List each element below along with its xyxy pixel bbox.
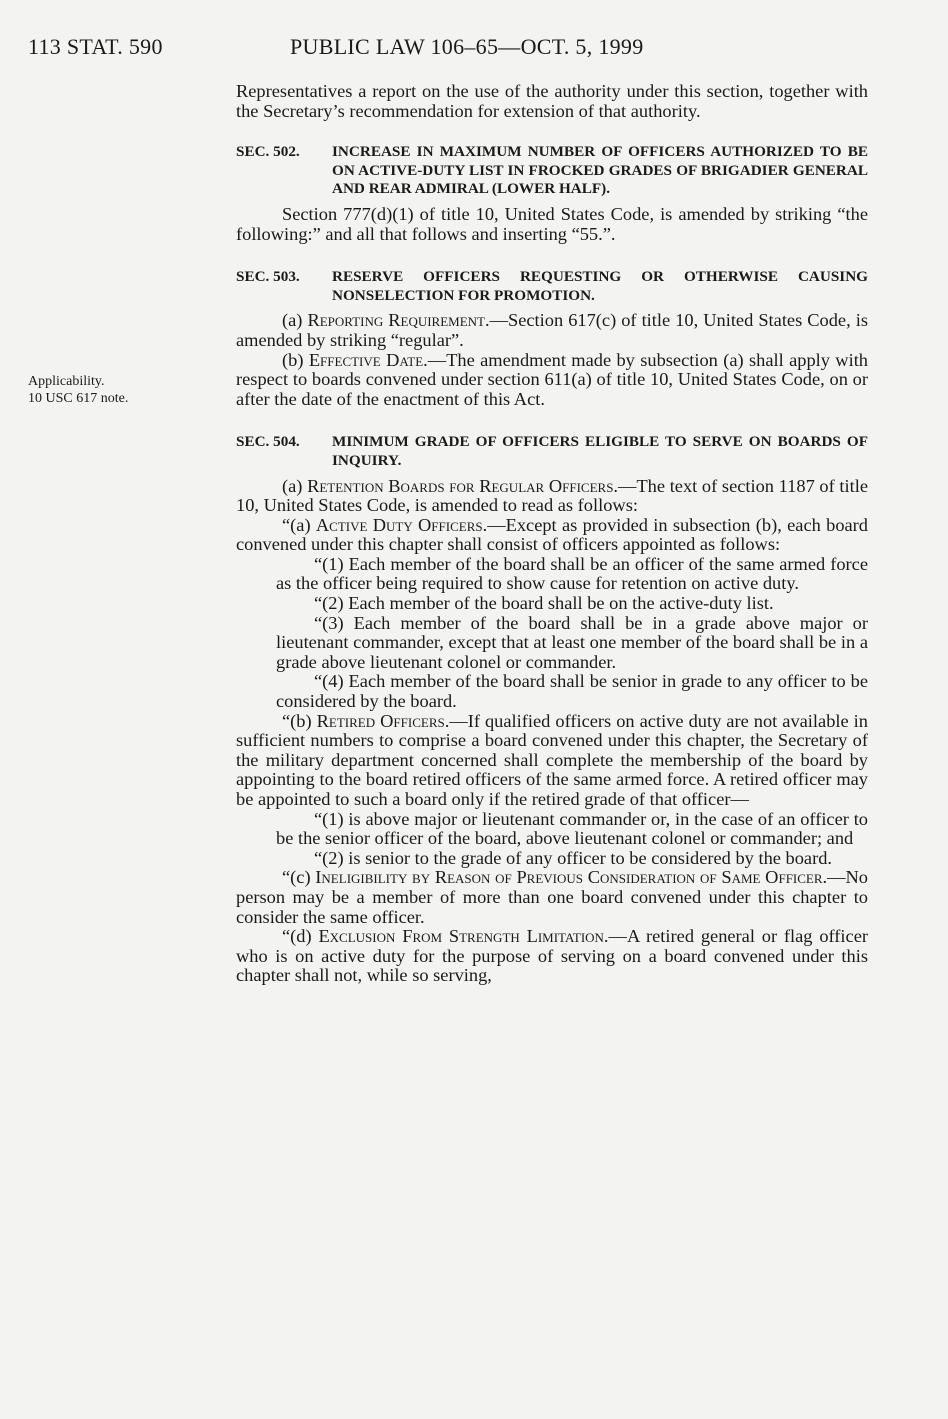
- section-503-heading: [236, 268, 868, 305]
- section-502-heading: [236, 143, 868, 199]
- quoted-subsection-a: “(a) Active Duty Officers.—Except as provided in subsection (b), each board convened under this chapter shall consist of officers appointed as follows:: [236, 514, 868, 555]
- margin-note-applicability: Applicability.: [28, 374, 105, 389]
- section-504-heading: [236, 433, 868, 470]
- subsection-caption: Reporting Requirement.: [307, 310, 490, 331]
- section-number: SEC. 503.: [236, 268, 300, 286]
- quoted-subsection-b: “(b) Retired Officers.—If qualified officers on active duty are not available in sufficient numbers to comprise a board convened under this chapter, the Secretary of the military department concerned shall complete the membership of the board by appointing to the board retired officers of the same armed force. A retired officer may be appointed to such a board only if the retired grade of that officer—: [236, 710, 868, 809]
- quoted-paragraph-a4: “(4) Each member of the board shall be senior in grade to any officer to be considered by the board.: [276, 671, 868, 712]
- section-title: RESERVE OFFICERS REQUESTING OR OTHERWISE CAUSING NONSELECTION FOR PROMOTION.: [332, 268, 868, 304]
- subsection-504-a: (a) Retention Boards for Regular Officers.—The text of section 1187 of title 10, United States Code, is amended to read as follows:: [236, 475, 869, 516]
- subsection-caption: Active Duty Officers.: [315, 514, 488, 535]
- statute-page-number: 113 STAT. 590: [28, 34, 163, 59]
- section-number: SEC. 502.: [236, 143, 300, 161]
- quoted-subsection-d: “(d) Exclusion From Strength Limitation.—A retired general or flag officer who is on active duty for the purpose of serving on a board convened under this chapter shall not, while so serving,: [236, 926, 868, 986]
- quoted-paragraph-b1: “(1) is above major or lieutenant commander or, in the case of an officer to be the senior officer of the board, above lieutenant colonel or commander; and: [276, 808, 868, 849]
- subsection-caption: Effective Date.: [308, 349, 428, 370]
- subsection-caption: Ineligibility by Reason of Previous Consideration of Same Officer.: [315, 867, 828, 888]
- subsection-503-a: (a) Reporting Requirement.—Section 617(c) of title 10, United States Code, is amended by striking “regular”.: [236, 310, 868, 350]
- quoted-subsection-c: “(c) Ineligibility by Reason of Previous Consideration of Same Officer.—No person may be a member of more than one board convened under this chapter to consider the same officer.: [236, 867, 869, 927]
- section-title: MINIMUM GRADE OF OFFICERS ELIGIBLE TO SERVE ON BOARDS OF INQUIRY.: [332, 433, 868, 469]
- section-502-text: Section 777(d)(1) of title 10, United States Code, is amended by striking “the following:” and all that follows and inserting “55.”.: [236, 203, 868, 244]
- subsection-caption: Retired Officers.: [316, 710, 450, 731]
- quoted-paragraph-a2: “(2) Each member of the board shall be on the active-duty list.: [314, 593, 774, 614]
- quoted-paragraph-a1: “(1) Each member of the board shall be an officer of the same armed force as the officer being required to show cause for retention on active duty.: [276, 553, 868, 594]
- main-text-column: [236, 82, 868, 986]
- margin-note-citation: 10 USC 617 note.: [28, 391, 129, 406]
- section-title: INCREASE IN MAXIMUM NUMBER OF OFFICERS AUTHORIZED TO BE ON ACTIVE-DUTY LIST IN FROCKED GRADES OF BRIGADIER GENERAL AND REAR ADMIRAL (LOWER HALF).: [332, 143, 868, 198]
- section-number: SEC. 504.: [236, 433, 300, 451]
- quoted-paragraph-b2: “(2) is senior to the grade of any officer to be considered by the board.: [314, 847, 832, 868]
- subsection-caption: Retention Boards for Regular Officers.: [307, 475, 619, 496]
- subsection-503-b: (b) Effective Date.—The amendment made by subsection (a) shall apply with respect to boards convened under section 611(a) of title 10, United States Code, on or after the date of the enactment of this Act.: [236, 349, 868, 409]
- subsection-caption: Exclusion From Strength Limitation.: [318, 926, 609, 947]
- intro-paragraph: Representatives a report on the use of the authority under this section, together with the Secretary’s recommendation for extension of that authority.: [236, 81, 868, 121]
- quoted-paragraph-a3: “(3) Each member of the board shall be in a grade above major or lieutenant commander, except that at least one member of the board shall be in a grade above lieutenant colonel or commander.: [276, 612, 868, 672]
- page-header: [28, 34, 878, 64]
- running-title: PUBLIC LAW 106–65—OCT. 5, 1999: [290, 34, 644, 59]
